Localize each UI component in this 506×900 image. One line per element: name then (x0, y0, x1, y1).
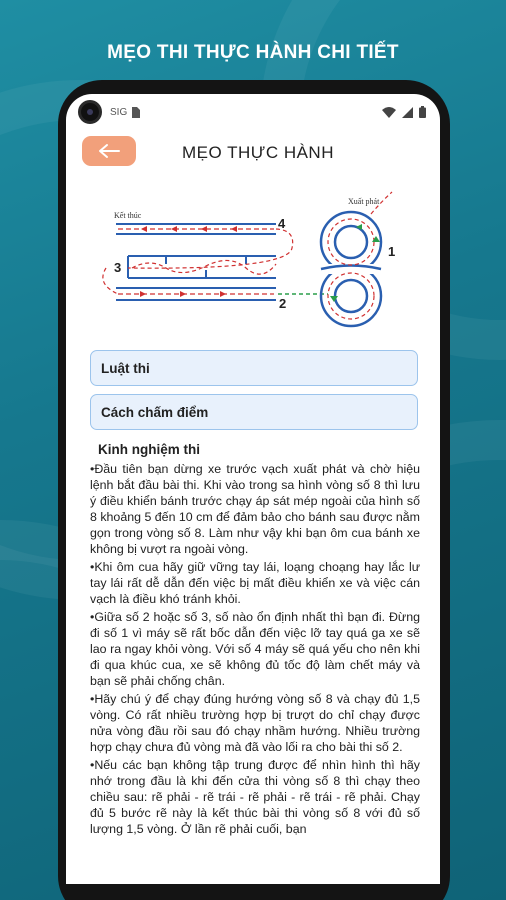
wifi-icon (382, 107, 396, 118)
sim-icon (131, 107, 140, 118)
diagram-number-3: 3 (114, 260, 122, 275)
status-carrier: SIG (110, 106, 128, 118)
diagram-number-1: 1 (388, 244, 396, 259)
experience-paragraph: •Khi ôm cua hãy giữ vững tay lái, loạng choạng hay lắc lư tay lái rất dễ dẫn đến việc bị mất điều khiển xe và việc cán vạch là điều khó tránh khỏi. (90, 560, 420, 606)
arrow-left-icon (98, 143, 120, 159)
status-bar (66, 94, 440, 130)
experience-paragraph: •Đầu tiên bạn dừng xe trước vạch xuất phát và chờ hiệu lệnh bắt đầu bài thi. Khi vào trong sa hình vòng số 8 thì lưu ý điều khiển bánh trước chạy áp sát mép ngoài của hình số 8 khoảng 5 đến 10 cm để đảm bảo cho bánh sau được nằm gọn trong vòng số 8. Làm như vậy khi bạn ôm cua bánh xe không bị vượt ra ngoài vòng. (90, 462, 420, 556)
card-scoring[interactable] (90, 394, 418, 430)
experience-paragraph: •Hãy chú ý để chạy đúng hướng vòng số 8 và chạy đủ 1,5 vòng. Có rất nhiều trường hợp bị trượt do chỉ chạy được nửa vòng đầu rồi sau đó chạy nhầm hướng. Nhiều trường hợp chạy chưa đủ vòng mà đã vào lối ra cho bài thi số 2. (90, 692, 420, 754)
front-camera (78, 100, 102, 124)
battery-icon (419, 106, 426, 118)
page-title: MẸO THỰC HÀNH (182, 143, 334, 162)
card-scoring-label: Cách chấm điểm (101, 404, 209, 420)
app-bar (66, 130, 440, 176)
card-exam-rules-label: Luật thi (101, 360, 150, 376)
diagram-number-2: 2 (279, 296, 287, 311)
course-diagram (66, 184, 440, 344)
phone-screen (66, 94, 440, 884)
card-exam-rules[interactable] (90, 350, 418, 386)
experience-title: Kinh nghiệm thi (98, 442, 200, 457)
diagram-number-4: 4 (278, 216, 286, 231)
back-button[interactable] (82, 136, 136, 166)
course-diagram-image (66, 184, 440, 344)
experience-paragraph: •Nếu các bạn không tập trung được để nhìn hình thì hãy nhớ trong đầu là khi đến cửa thi vòng số 8 thì chạy theo chiều sau: rẽ phải - rẽ trái - rẽ phải - rẽ trái - rẽ phải. Chạy đủ 5 bước rẽ này là kết thúc bài thi vòng số 8 với đủ số lượng 1,5 vòng. Ở lần rẽ phải cuối, bạn (90, 758, 420, 836)
experience-section (66, 430, 440, 837)
promo-headline: MẸO THI THỰC HÀNH CHI TIẾT (107, 42, 399, 63)
diagram-start-label: Xuất phát (348, 197, 380, 206)
diagram-end-label: Kết thúc (114, 211, 142, 220)
signal-icon (402, 107, 413, 118)
experience-paragraph: •Giữa số 2 hoặc số 3, số nào ổn định nhất thì bạn đi. Đừng đi số 1 vì máy sẽ rất bốc dẫn đến việc lỡ tay quá ga xe sẽ lao ra ngay khỏi vòng. Với số 4 máy sẽ quá yếu cho nên khi đi qua khúc cua, xe sẽ không đủ tốc độ làm chết máy và bạn sẽ phải chống chân. (90, 610, 420, 688)
